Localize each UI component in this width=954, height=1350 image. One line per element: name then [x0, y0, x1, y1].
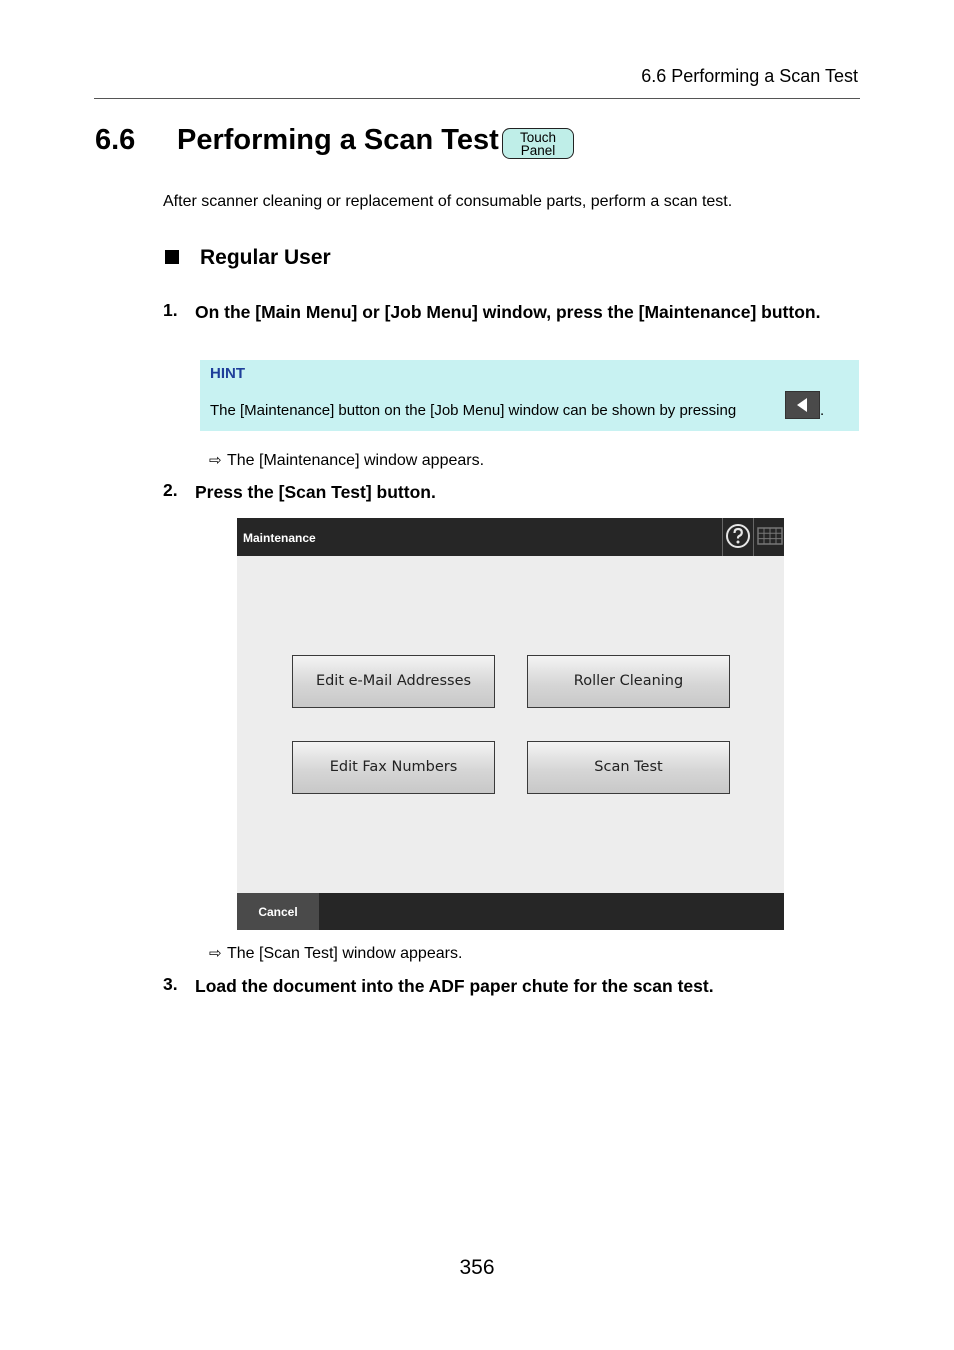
- intro-text: After scanner cleaning or replacement of consumable parts, perform a scan test.: [163, 193, 733, 210]
- step-2-result: [209, 944, 462, 963]
- titlebar-divider: [722, 518, 723, 556]
- step-1-result: [209, 451, 484, 470]
- badge-line-2: Panel: [520, 143, 556, 158]
- hint-title: HINT: [210, 365, 245, 382]
- edit-email-addresses-button[interactable]: Edit e-Mail Addresses: [292, 655, 495, 708]
- hint-text: The [Maintenance] button on the [Job Menu] window can be shown by pressing: [210, 402, 737, 419]
- result-arrow-icon: ⇨: [209, 945, 222, 962]
- window-footer: [237, 893, 784, 930]
- step-2-result-text: The [Scan Test] window appears.: [227, 945, 463, 962]
- back-arrow-icon: [785, 391, 820, 419]
- scan-test-button[interactable]: Scan Test: [527, 741, 730, 794]
- step-1-number: 1.: [163, 300, 178, 320]
- hint-box: [200, 360, 859, 431]
- square-bullet-icon: [165, 250, 179, 264]
- result-arrow-icon: ⇨: [209, 452, 222, 469]
- step-3-text: Load the document into the ADF paper chute for the scan test.: [195, 976, 714, 996]
- running-header: 6.6 Performing a Scan Test: [641, 66, 858, 86]
- header-rule: [94, 98, 860, 99]
- keyboard-icon[interactable]: [756, 526, 784, 548]
- window-titlebar: [237, 518, 784, 556]
- step-1-text: On the [Main Menu] or [Job Menu] window, press the [Maintenance] button.: [195, 302, 821, 322]
- step-2-number: 2.: [163, 480, 178, 500]
- step-1-result-text: The [Maintenance] window appears.: [227, 452, 485, 469]
- edit-fax-numbers-button[interactable]: Edit Fax Numbers: [292, 741, 495, 794]
- badge-line-1: Touch: [519, 130, 557, 145]
- cancel-button[interactable]: Cancel: [237, 893, 319, 930]
- step-3-number: 3.: [163, 974, 178, 994]
- titlebar-divider: [753, 518, 754, 556]
- hint-period: .: [820, 402, 825, 419]
- subheading: Regular User: [200, 246, 331, 269]
- section-title: Performing a Scan Test: [177, 124, 499, 156]
- section-number: 6.6: [95, 124, 136, 156]
- maintenance-window-screenshot: [237, 518, 784, 930]
- help-icon[interactable]: [725, 522, 753, 550]
- window-title: Maintenance: [243, 531, 316, 545]
- step-2-text: Press the [Scan Test] button.: [195, 482, 436, 502]
- touch-panel-badge: [502, 128, 574, 159]
- page-number: 356: [459, 1256, 495, 1279]
- roller-cleaning-button[interactable]: Roller Cleaning: [527, 655, 730, 708]
